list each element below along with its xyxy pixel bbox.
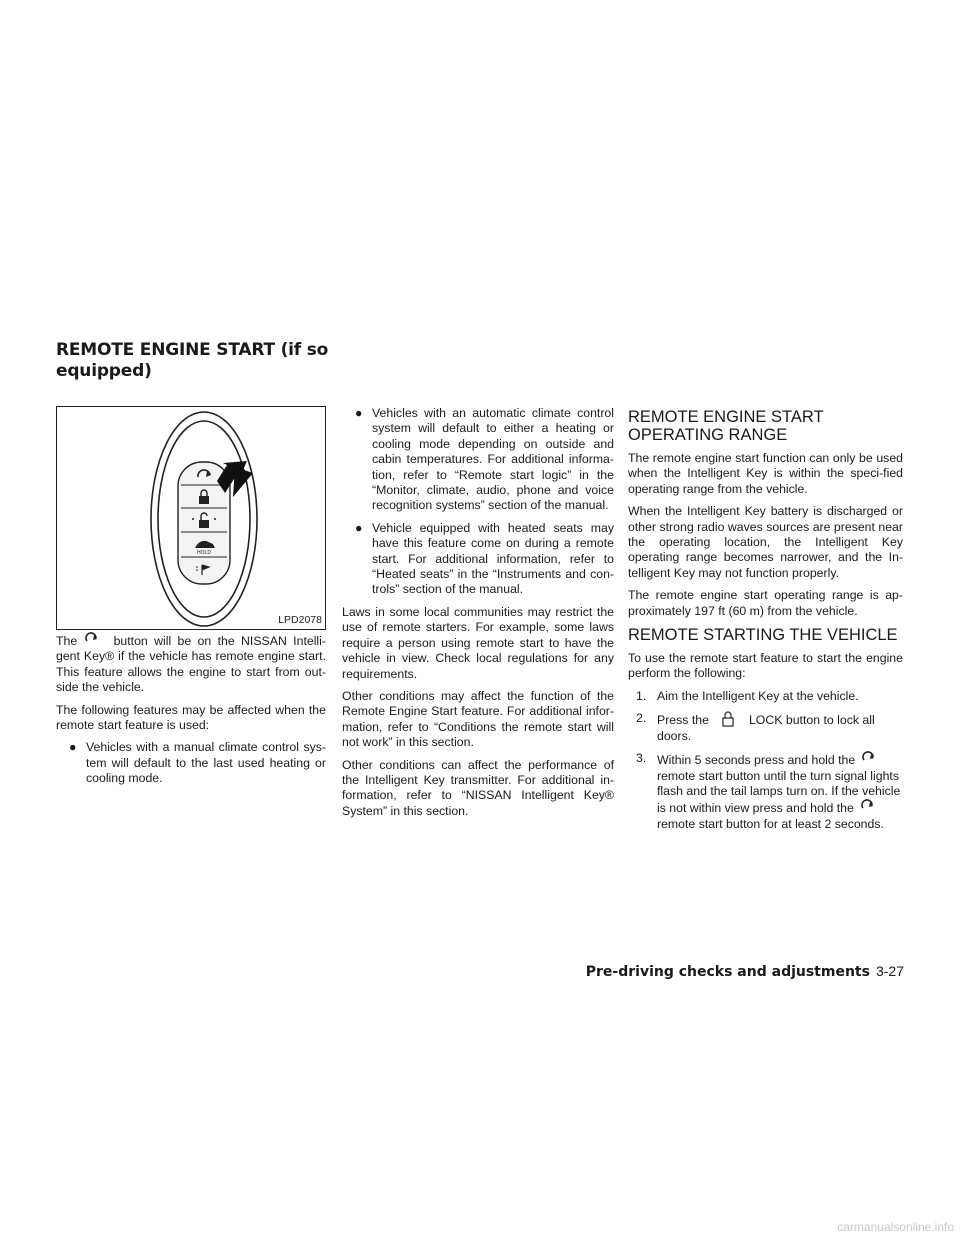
- watermark: carmanualsonline.info: [837, 1220, 954, 1234]
- column-3: [628, 406, 903, 839]
- remote-start-icon: [84, 632, 100, 648]
- remote-starting-heading: REMOTE STARTING THE VEHICLE: [628, 626, 898, 645]
- intelligent-key-figure: [56, 406, 326, 630]
- intelligent-key-illustration: [57, 407, 326, 630]
- column-2: [342, 406, 614, 826]
- operating-range-heading: REMOTE ENGINE START OPERATING RANGE: [628, 408, 824, 444]
- list-item: ● Vehicles with a manual climate control sys-tem will default to the last used heating or cooling mode.: [69, 740, 326, 786]
- list-item: ● Vehicles with an automatic climate control system will default to either a heating or cooling mode depending on outside and cabin temperatures. For additional informa-tion, refer to “Remote start logic” in the “Monitor, climate, audio, phone and voice recognition systems” section of the manual.: [355, 406, 614, 513]
- range-paragraph-1: The remote engine start function can only be used when the Intelligent Key is within the speci-fied operating range from the vehicle.: [628, 451, 903, 496]
- page-footer: [586, 963, 904, 980]
- key-button-label: HOLD: [197, 550, 211, 556]
- lock-icon: [721, 711, 735, 727]
- starting-intro: To use the remote start feature to start the engine perform the following:: [628, 651, 903, 681]
- remote-start-icon: [861, 751, 877, 767]
- transmitter-paragraph: Other conditions can affect the performance of the Intelligent Key transmitter. For additional in-formation, refer to “NISSAN Intelligent Key® System” in this section.: [342, 757, 614, 818]
- remote-start-icon: [860, 799, 876, 815]
- step-2: 2. Press the LOCK button to lock all doors.: [636, 711, 875, 743]
- page-number: 3-27: [875, 963, 904, 979]
- step-1: 1. Aim the Intelligent Key at the vehicle.: [636, 688, 859, 703]
- features-paragraph: The following features may be affected when the remote start feature is used:: [56, 702, 326, 733]
- section-title: REMOTE ENGINE START (if so equipped): [56, 340, 329, 381]
- step-3: 3. Within 5 seconds press and hold the remote start button until the turn signal lights flash and the tail lamps turn on. If the vehicle is not within view press and hold the remote start button for at least 2 seconds.: [636, 751, 901, 831]
- figure-label: LPD2078: [278, 614, 322, 626]
- conditions-paragraph: Other conditions may affect the function of the Remote Engine Start feature. For additional infor-mation, refer to “Conditions the remote start will not work” in this section.: [342, 688, 614, 750]
- column-1: [56, 632, 326, 794]
- intro-paragraph: The button will be on the NISSAN Intelli-gent Key® if the vehicle has remote engine start. This feature allows the engine to start from out-side the vehicle.: [56, 634, 326, 695]
- footer-title: Pre-driving checks and adjustments: [585, 964, 870, 980]
- laws-paragraph: Laws in some local communities may restrict the use of remote starters. For example, some laws require a person using remote start to have the vehicle in view. Check local regulations for any requirements.: [342, 604, 614, 681]
- range-paragraph-3: The remote engine start operating range is ap-proximately 197 ft (60 m) from the vehicle.: [628, 588, 903, 618]
- range-paragraph-2: When the Intelligent Key battery is discharged or other strong radio waves sources are present near the operating location, the Intelligent Key operating range becomes narrower, and the In-telligent Key may not function properly.: [628, 504, 903, 580]
- list-item: ● Vehicle equipped with heated seats may have this feature come on during a remote start. For additional information, refer to “Heated seats” in the “Instruments and con-trols” section of the manual.: [355, 520, 614, 597]
